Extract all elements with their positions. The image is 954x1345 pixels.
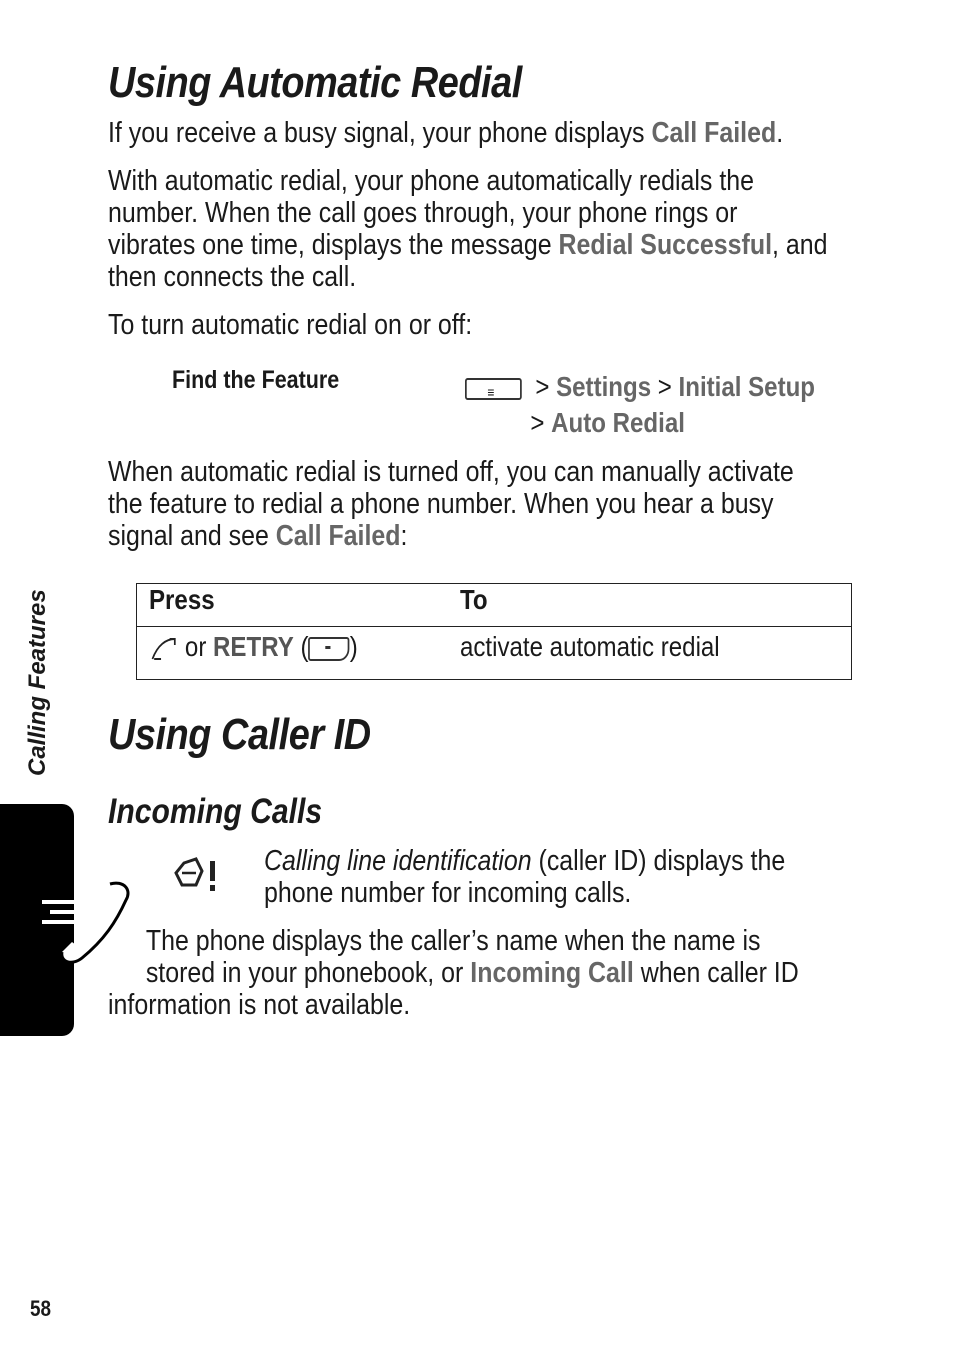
paragraph-caller-name: The phone displays the caller’s name when the name is stored in your phonebook, or Incoming Call when caller ID information is not available. bbox=[108, 925, 799, 1021]
menu-key-icon bbox=[465, 378, 522, 400]
send-key-icon bbox=[149, 635, 178, 663]
section-title-caller-id: Using Caller ID bbox=[108, 710, 371, 759]
table-cell-to: activate automatic redial bbox=[460, 631, 720, 662]
paragraph-automatic-redial: With automatic redial, your phone automatically redials the number. When the call goes through, your phone rings or vibrates one time, displays the message Redial Successful, and then connects the call. bbox=[108, 165, 828, 293]
paragraph-caller-id-definition: Calling line identification (caller ID) displays the phone number for incoming calls. bbox=[264, 845, 786, 909]
paragraph-busy-signal: If you receive a busy signal, your phone displays Call Failed. bbox=[108, 117, 784, 149]
table-row: or RETRY ( ) activate automatic redial bbox=[137, 627, 852, 680]
press-to-table bbox=[136, 583, 852, 680]
table-header-to: To bbox=[460, 584, 488, 615]
path-step-settings: Settings bbox=[556, 371, 652, 402]
path-step-auto-redial: Auto Redial bbox=[551, 407, 685, 438]
side-tab-label: Calling Features bbox=[24, 589, 51, 776]
ui-text-call-failed-2: Call Failed bbox=[275, 520, 401, 552]
retry-key-label: RETRY bbox=[213, 631, 294, 662]
table-header-press: Press bbox=[149, 584, 215, 615]
paragraph-manual-redial: When automatic redial is turned off, you can manually activate the feature to redial a phone number. When you hear a busy signal and see Call Failed: bbox=[108, 456, 794, 552]
right-soft-key-icon bbox=[308, 637, 349, 661]
feature-path: ≡ > Settings > Initial Setup > Auto Redial bbox=[465, 369, 815, 441]
subsection-title-incoming-calls: Incoming Calls bbox=[108, 792, 323, 831]
phone-handset-icon bbox=[38, 878, 134, 968]
table-header-row bbox=[137, 584, 852, 627]
path-step-initial-setup: Initial Setup bbox=[678, 371, 816, 402]
page-number: 58 bbox=[30, 1296, 52, 1321]
caller-id-network-icon bbox=[172, 855, 222, 899]
section-title-automatic-redial: Using Automatic Redial bbox=[108, 58, 522, 107]
ui-text-redial-successful: Redial Successful bbox=[558, 229, 773, 261]
ui-text-call-failed: Call Failed bbox=[651, 117, 777, 149]
find-the-feature-label: Find the Feature bbox=[172, 366, 340, 394]
ui-text-incoming-call: Incoming Call bbox=[470, 957, 634, 989]
paragraph-turn-on-off: To turn automatic redial on or off: bbox=[108, 309, 473, 341]
